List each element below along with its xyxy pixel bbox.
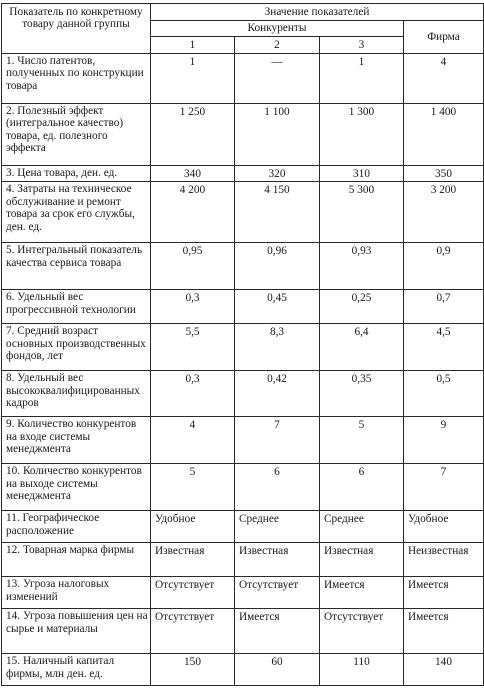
competitor-3-value: 1 (320, 54, 404, 104)
competitor-3-value: 5 (320, 417, 404, 464)
competitor-2-value: 8,3 (235, 324, 320, 371)
table-row (2, 464, 484, 511)
competitor-1-header: 1 (151, 37, 235, 54)
competitors-group-header: Конкуренты (151, 21, 404, 37)
competitor-2-value: 0,96 (235, 243, 320, 290)
competitor-2-value: 4 150 (235, 182, 320, 243)
competitor-2-value: 60 (235, 654, 320, 686)
firm-value: 0,5 (404, 371, 484, 417)
competitor-1-value: 0,3 (151, 371, 235, 417)
row-label: 11. Географическое расположение (2, 511, 151, 543)
firm-value: Имеется (404, 609, 484, 654)
competitor-3-value: Имеется (320, 577, 404, 609)
competitor-3-value: 6,4 (320, 324, 404, 371)
competitor-1-value: 1 (151, 54, 235, 104)
indicators-table (1, 3, 484, 686)
row-label: 10. Количество конкурентов на выходе системы менеджмента (2, 464, 151, 511)
firm-value: 0,9 (404, 243, 484, 290)
competitor-1-value: 0,3 (151, 290, 235, 324)
table-row (2, 654, 484, 686)
competitor-2-value: 7 (235, 417, 320, 464)
competitor-2-value: Известная (235, 543, 320, 577)
competitor-1-value: 5 (151, 464, 235, 511)
competitor-1-value: 5,5 (151, 324, 235, 371)
table-row (2, 577, 484, 609)
firm-value: 7 (404, 464, 484, 511)
table-row (2, 243, 484, 290)
firm-value: 140 (404, 654, 484, 686)
competitor-2-header: 2 (235, 37, 320, 54)
table-row (2, 371, 484, 417)
table-row (2, 290, 484, 324)
row-label: 5. Интегральный показатель качества сервиса товара (2, 243, 151, 290)
firm-value: Имеется (404, 577, 484, 609)
competitor-3-value: 6 (320, 464, 404, 511)
table-row (2, 324, 484, 371)
competitor-3-value: 310 (320, 166, 404, 182)
row-label: 2. Полезный эффект (интегральное качество) товара, ед. полезного эффекта (2, 104, 151, 166)
row-label: 13. Угроза налоговых изменений (2, 577, 151, 609)
firm-column-header: Фирма (404, 21, 484, 54)
competitor-1-value: Удобное (151, 511, 235, 543)
row-label: 12. Товарная марка фирмы (2, 543, 151, 577)
row-label: 3. Цена товара, ден. ед. (2, 166, 151, 182)
firm-value: 4 (404, 54, 484, 104)
table-row (2, 417, 484, 464)
row-label: 7. Средний возраст основных производственных фондов, лет (2, 324, 151, 371)
competitor-2-value: Отсутствует (235, 577, 320, 609)
competitor-1-value: 1 250 (151, 104, 235, 166)
competitor-3-value: Отсутствует (320, 609, 404, 654)
table-row (2, 166, 484, 182)
table-row (2, 54, 484, 104)
firm-value: 1 400 (404, 104, 484, 166)
competitor-1-value: Известная (151, 543, 235, 577)
values-group-header: Значение показателей (151, 4, 484, 21)
competitor-1-value: 0,95 (151, 243, 235, 290)
table-row (2, 609, 484, 654)
competitor-3-value: Известная (320, 543, 404, 577)
competitor-1-value: 150 (151, 654, 235, 686)
competitor-3-value: 0,93 (320, 243, 404, 290)
row-label: 8. Удельный вес высококвалифицированных кадров (2, 371, 151, 417)
firm-value: Неизвестная (404, 543, 484, 577)
firm-value: 9 (404, 417, 484, 464)
competitor-2-value: Имеется (235, 609, 320, 654)
competitor-2-value: 320 (235, 166, 320, 182)
table-row (2, 182, 484, 243)
row-label: 9. Количество конкурентов на входе системы менеджмента (2, 417, 151, 464)
competitor-2-value: 6 (235, 464, 320, 511)
row-label: 14. Угроза повышения цен на сырье и материалы (2, 609, 151, 654)
competitor-1-value: Отсутствует (151, 577, 235, 609)
table-body (2, 54, 484, 686)
competitor-3-value: 0,35 (320, 371, 404, 417)
table-row (2, 511, 484, 543)
competitor-3-header: 3 (320, 37, 404, 54)
competitor-3-value: 110 (320, 654, 404, 686)
row-label: 1. Число патентов, полученных по конструкции товара (2, 54, 151, 104)
competitor-3-value: 1 300 (320, 104, 404, 166)
firm-value: 350 (404, 166, 484, 182)
firm-value: Удобное (404, 511, 484, 543)
competitor-2-value: 0,42 (235, 371, 320, 417)
row-label: 6. Удельный вес прогрессивной технологии (2, 290, 151, 324)
competitor-1-value: 340 (151, 166, 235, 182)
competitor-2-value: — (235, 54, 320, 104)
row-label: 15. Наличный капитал фирмы, млн ден. ед. (2, 654, 151, 686)
firm-value: 4,5 (404, 324, 484, 371)
competitor-3-value: Среднее (320, 511, 404, 543)
competitor-2-value: 1 100 (235, 104, 320, 166)
indicator-column-header: Показатель по конкретному товару данной группы (2, 4, 151, 54)
competitor-1-value: 4 200 (151, 182, 235, 243)
competitor-2-value: Среднее (235, 511, 320, 543)
competitor-1-value: 4 (151, 417, 235, 464)
competitor-2-value: 0,45 (235, 290, 320, 324)
firm-value: 0,7 (404, 290, 484, 324)
competitor-3-value: 5 300 (320, 182, 404, 243)
firm-value: 3 200 (404, 182, 484, 243)
competitor-1-value: Отсутствует (151, 609, 235, 654)
competitor-3-value: 0,25 (320, 290, 404, 324)
table-row (2, 104, 484, 166)
row-label: 4. Затраты на техническое обслуживание и ремонт товара за срок его службы, ден. ед. (2, 182, 151, 243)
table-row (2, 543, 484, 577)
